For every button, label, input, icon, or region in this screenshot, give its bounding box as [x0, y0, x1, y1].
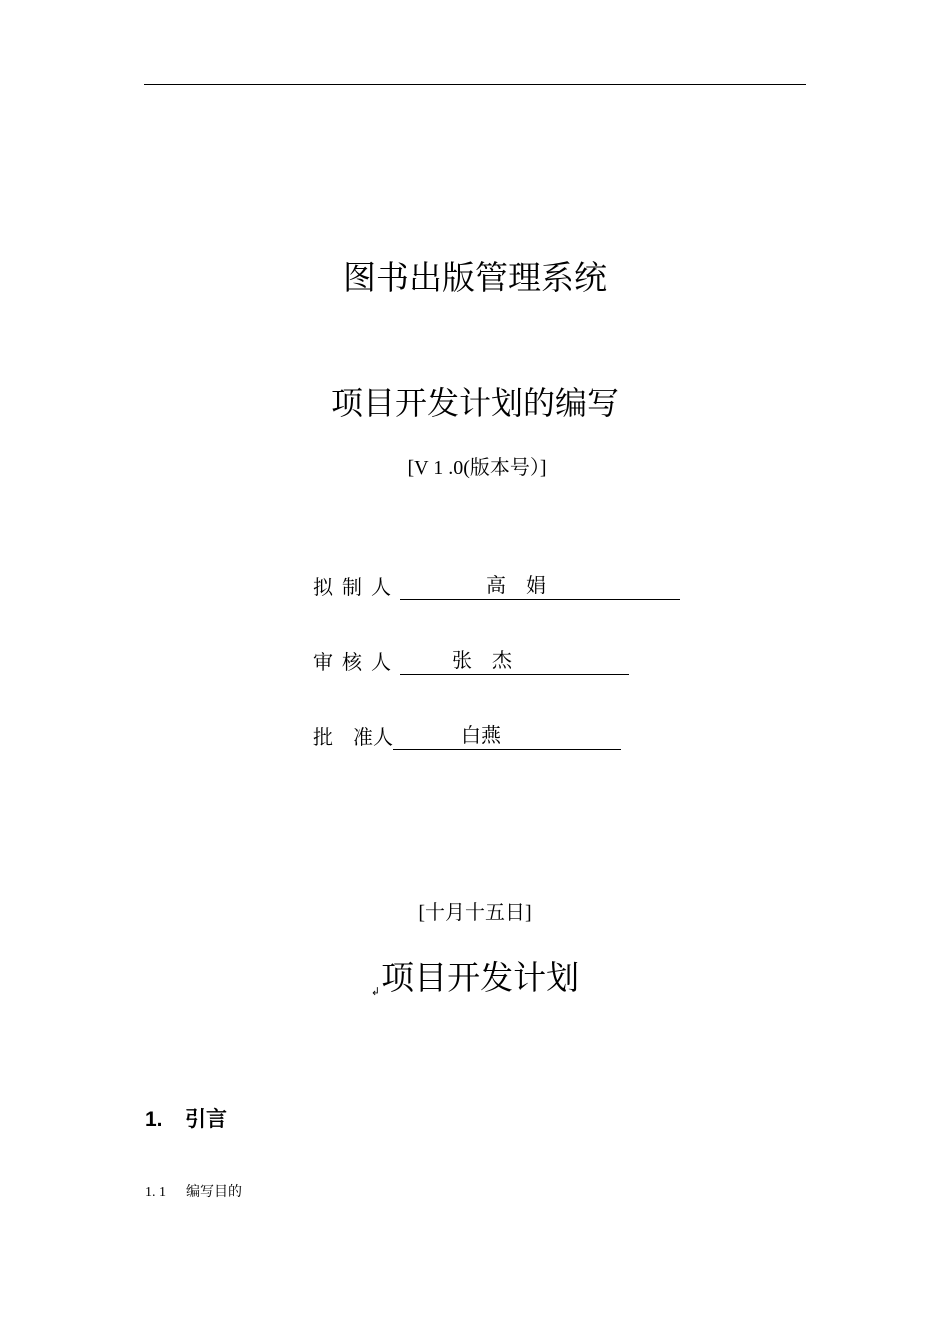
section-title — [0, 952, 950, 999]
drafter-signature-line — [400, 575, 680, 600]
heading-introduction-text: 引言 — [185, 1108, 227, 1131]
section-title-text: 项目开发计划 — [381, 958, 580, 997]
reviewer-name: 张 杰 — [452, 648, 512, 672]
approver-label: 批 准人 — [313, 725, 393, 749]
reviewer-signature-line — [400, 650, 629, 675]
heading-purpose-number: 1. 1 — [145, 1185, 166, 1200]
plan-title: 项目开发计划的编写 — [330, 384, 619, 422]
heading-purpose-text: 编写目的 — [186, 1185, 242, 1200]
version-label: [V 1 .0(版本号）] — [407, 457, 547, 479]
heading-purpose — [145, 1181, 242, 1201]
date-label: [十月十五日] — [418, 902, 532, 924]
drafter-row — [313, 571, 680, 601]
header-rule — [144, 84, 806, 85]
reviewer-label: 审核人 — [313, 650, 400, 674]
system-title: 图书出版管理系统 — [343, 258, 607, 297]
drafter-label: 拟制人 — [313, 575, 400, 599]
approver-signature-line — [393, 725, 621, 750]
heading-introduction-number: 1. — [145, 1108, 163, 1131]
reviewer-row — [313, 646, 629, 676]
approver-row — [313, 721, 621, 751]
anchor-icon: ↲ — [370, 985, 381, 998]
drafter-name: 高 娟 — [486, 573, 546, 597]
heading-introduction — [145, 1103, 227, 1133]
approver-name: 白燕 — [461, 723, 501, 747]
